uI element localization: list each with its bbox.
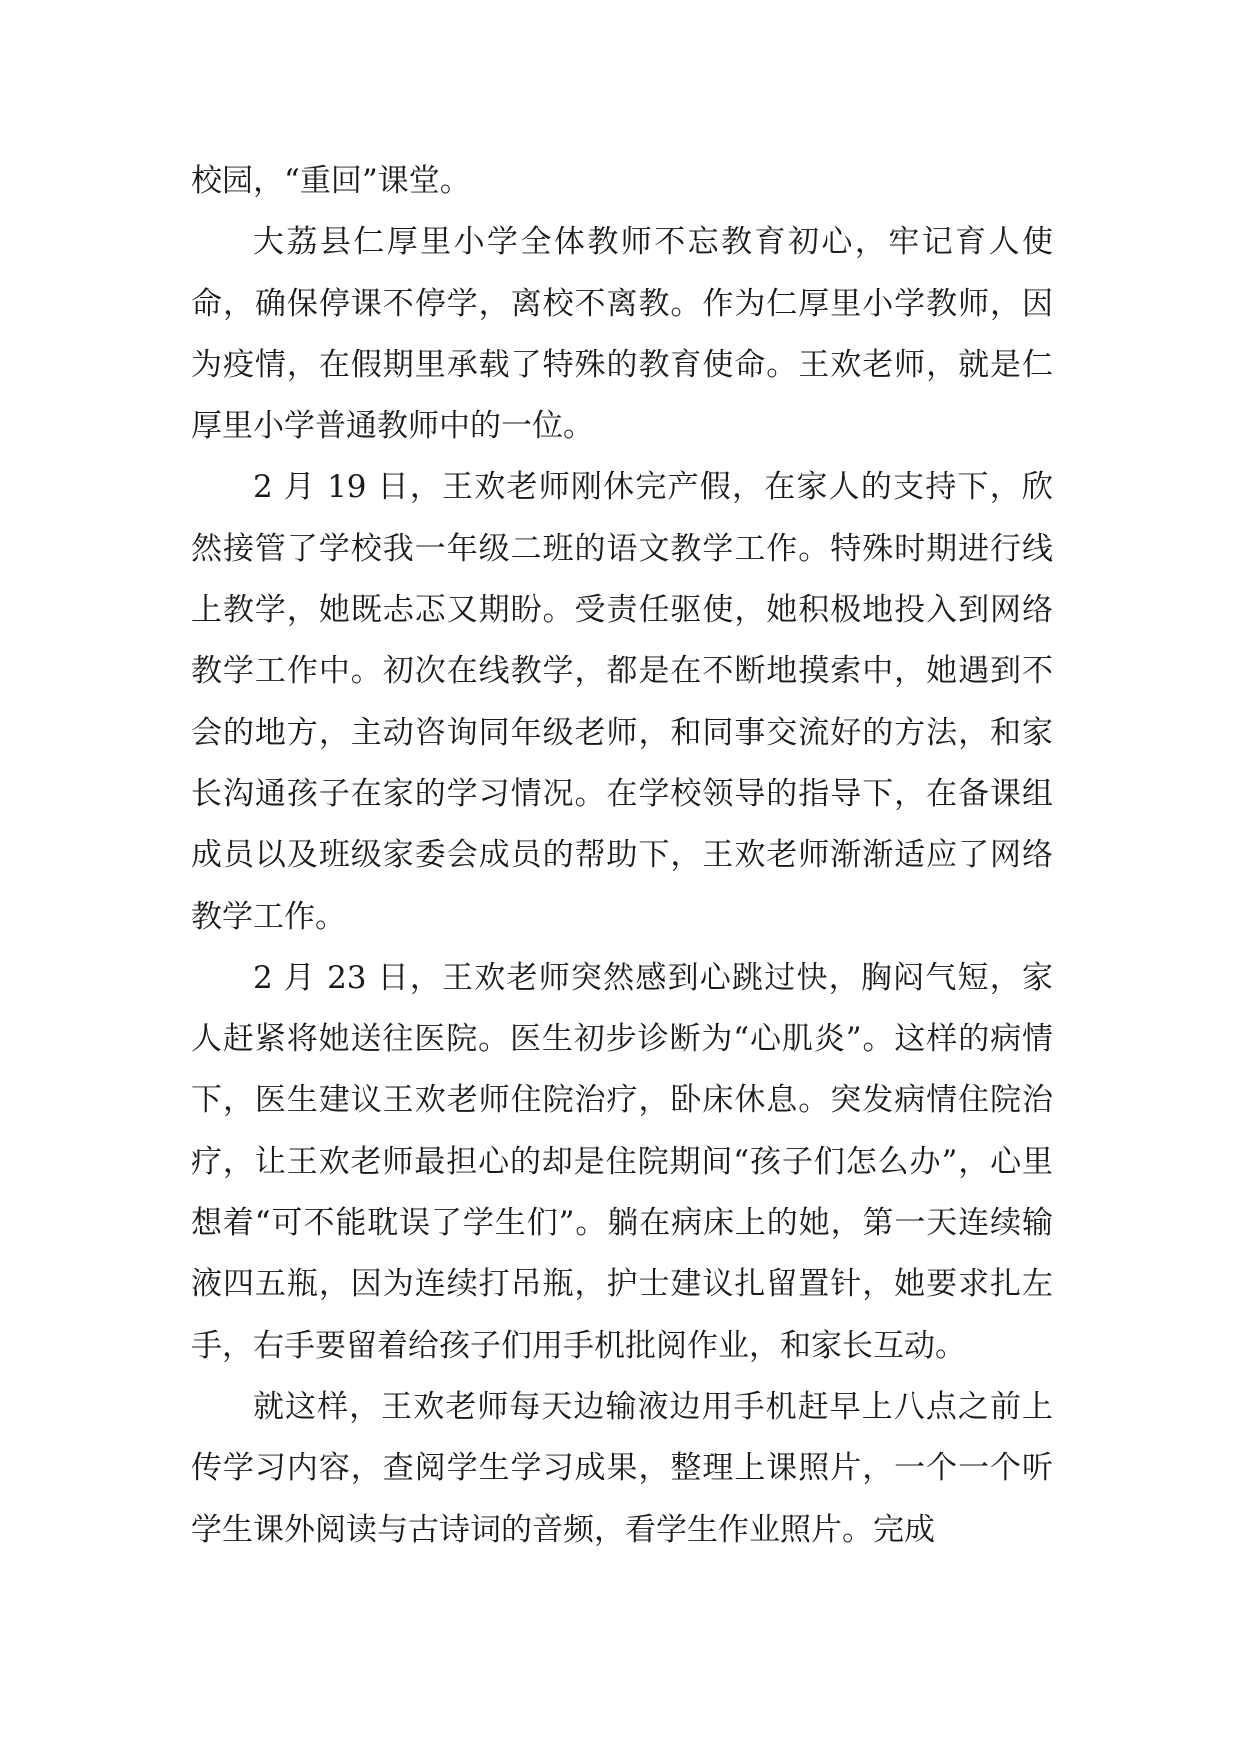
paragraph-daily-work: 就这样，王欢老师每天边输液边用手机赶早上八点之前上传学习内容，查阅学生学习成果，整理上课照片，一个一个听学生课外阅读与古诗词的音频，看学生作业照片。完成 <box>191 1388 1053 1548</box>
article-body <box>191 151 1053 1561</box>
paragraph-teachers-mission: 大荔县仁厚里小学全体教师不忘教育初心，牢记育人使命，确保停课不停学，离校不离教。作为仁厚里小学教师，因为疫情，在假期里承载了特殊的教育使命。王欢老师，就是仁厚里小学普通教师中的一位。 <box>191 224 1053 445</box>
paragraph-continuation: 校园，“重回”课堂。 <box>191 163 471 199</box>
paragraph-feb-23: 2 月 23 日，王欢老师突然感到心跳过快，胸闷气短，家人赶紧将她送往医院。医生初步诊断为“心肌炎”。这样的病情下，医生建议王欢老师住院治疗，卧床休息。突发病情住院治疗，让王欢老师最担心的却是住院期间“孩子们怎么办”，心里想着“可不能耽误了学生们”。躺在病床上的她，第一天连续输液四五瓶，因为连续打吊瓶，护士建议扎留置针，她要求扎左手，右手要留着给孩子们用手机批阅作业，和家长互动。 <box>191 959 1053 1364</box>
paragraph-feb-19: 2 月 19 日，王欢老师刚休完产假，在家人的支持下，欣然接管了学校我一年级二班的语文教学工作。特殊时期进行线上教学，她既忐忑又期盼。受责任驱使，她积极地投入到网络教学工作中。初次在线教学，都是在不断地摸索中，她遇到不会的地方，主动咨询同年级老师，和同事交流好的方法，和家长沟通孩子在家的学习情况。在学校领导的指导下，在备课组成员以及班级家委会成员的帮助下，王欢老师渐渐适应了网络教学工作。 <box>191 469 1053 935</box>
